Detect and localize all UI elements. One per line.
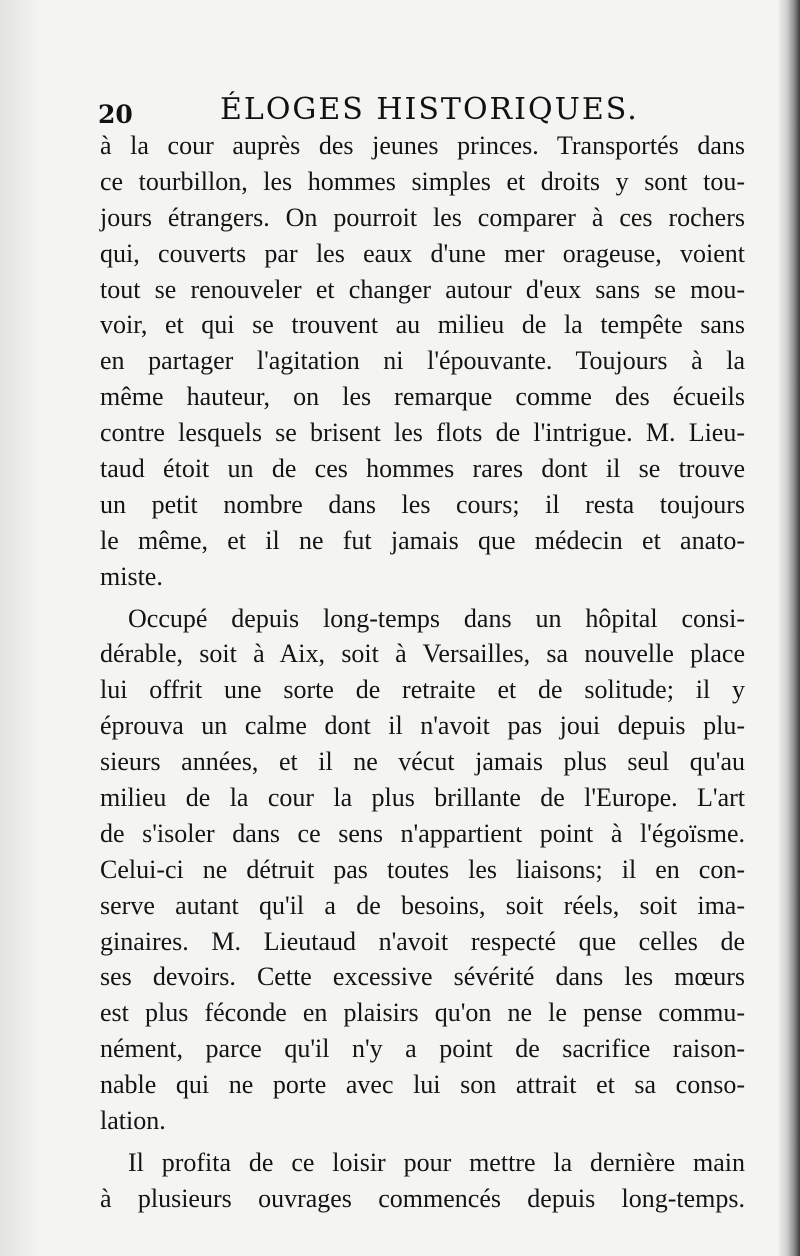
- page-header: [98, 92, 738, 132]
- text-line: nable qui ne porte avec lui son attrait et sa conso-: [100, 1070, 745, 1100]
- text-line: lation.: [100, 1106, 166, 1136]
- text-line: même hauteur, on les remarque comme des écueils: [100, 382, 745, 412]
- page-edge: [778, 0, 800, 1256]
- text-line: ginaires. M. Lieutaud n'avoit respecté que celles de: [100, 926, 745, 956]
- text-line: contre lesquels se brisent les flots de l'intrigue. M. Lieu-: [100, 418, 745, 448]
- text-line: lui offrit une sorte de retraite et de solitude; il y: [100, 675, 745, 705]
- text-line: ce tourbillon, les hommes simples et droits y sont tou-: [100, 166, 745, 196]
- text-line: en partager l'agitation ni l'épouvante. Toujours à la: [100, 346, 745, 376]
- text-line: qui, couverts par les eaux d'une mer orageuse, voient: [100, 238, 745, 268]
- text-line: miste.: [100, 561, 163, 591]
- text-line: ses devoirs. Cette excessive sévérité dans les mœurs: [100, 962, 745, 992]
- running-title: ÉLOGES HISTORIQUES.: [220, 92, 639, 127]
- text-line: éprouva un calme dont il n'avoit pas joui depuis plu-: [100, 711, 745, 741]
- text-line: de s'isoler dans ce sens n'appartient point à l'égoïsme.: [100, 818, 745, 848]
- text-line: Occupé depuis long-temps dans un hôpital consi-: [128, 603, 745, 633]
- text-line: serve autant qu'il a de besoins, soit réels, soit ima-: [100, 890, 745, 920]
- text-line: jours étrangers. On pourroit les comparer à ces rochers: [100, 202, 745, 232]
- paragraph-3: [100, 1145, 745, 1217]
- text-line: Il profita de ce loisir pour mettre la dernière main: [128, 1147, 745, 1177]
- text-line: un petit nombre dans les cours; il resta toujours: [100, 489, 745, 519]
- paragraph-2: [100, 601, 745, 1139]
- body-text: [100, 128, 745, 1217]
- text-line: à plusieurs ouvrages commencés depuis long-temps.: [100, 1183, 745, 1213]
- text-line: milieu de la cour la plus brillante de l'Europe. L'art: [100, 783, 745, 813]
- text-line: dérable, soit à Aix, soit à Versailles, sa nouvelle place: [100, 639, 745, 669]
- paragraph-1: [100, 128, 745, 595]
- page-number: 20: [98, 100, 133, 129]
- text-line: tout se renouveler et changer autour d'eux sans se mou-: [100, 274, 745, 304]
- text-line: nément, parce qu'il n'y a point de sacrifice raison-: [100, 1034, 745, 1064]
- text-line: sieurs années, et il ne vécut jamais plus seul qu'au: [100, 747, 745, 777]
- text-line: Celui-ci ne détruit pas toutes les liaisons; il en con-: [100, 854, 745, 884]
- text-line: taud étoit un de ces hommes rares dont il se trouve: [100, 454, 745, 484]
- text-line: le même, et il ne fut jamais que médecin et anato-: [100, 525, 745, 555]
- text-line: à la cour auprès des jeunes princes. Transportés dans: [100, 131, 745, 160]
- text-line: est plus féconde en plaisirs qu'on ne le pense commu-: [100, 998, 745, 1028]
- page-gutter-shadow: [0, 0, 40, 1256]
- text-line: voir, et qui se trouvent au milieu de la tempête sans: [100, 310, 745, 340]
